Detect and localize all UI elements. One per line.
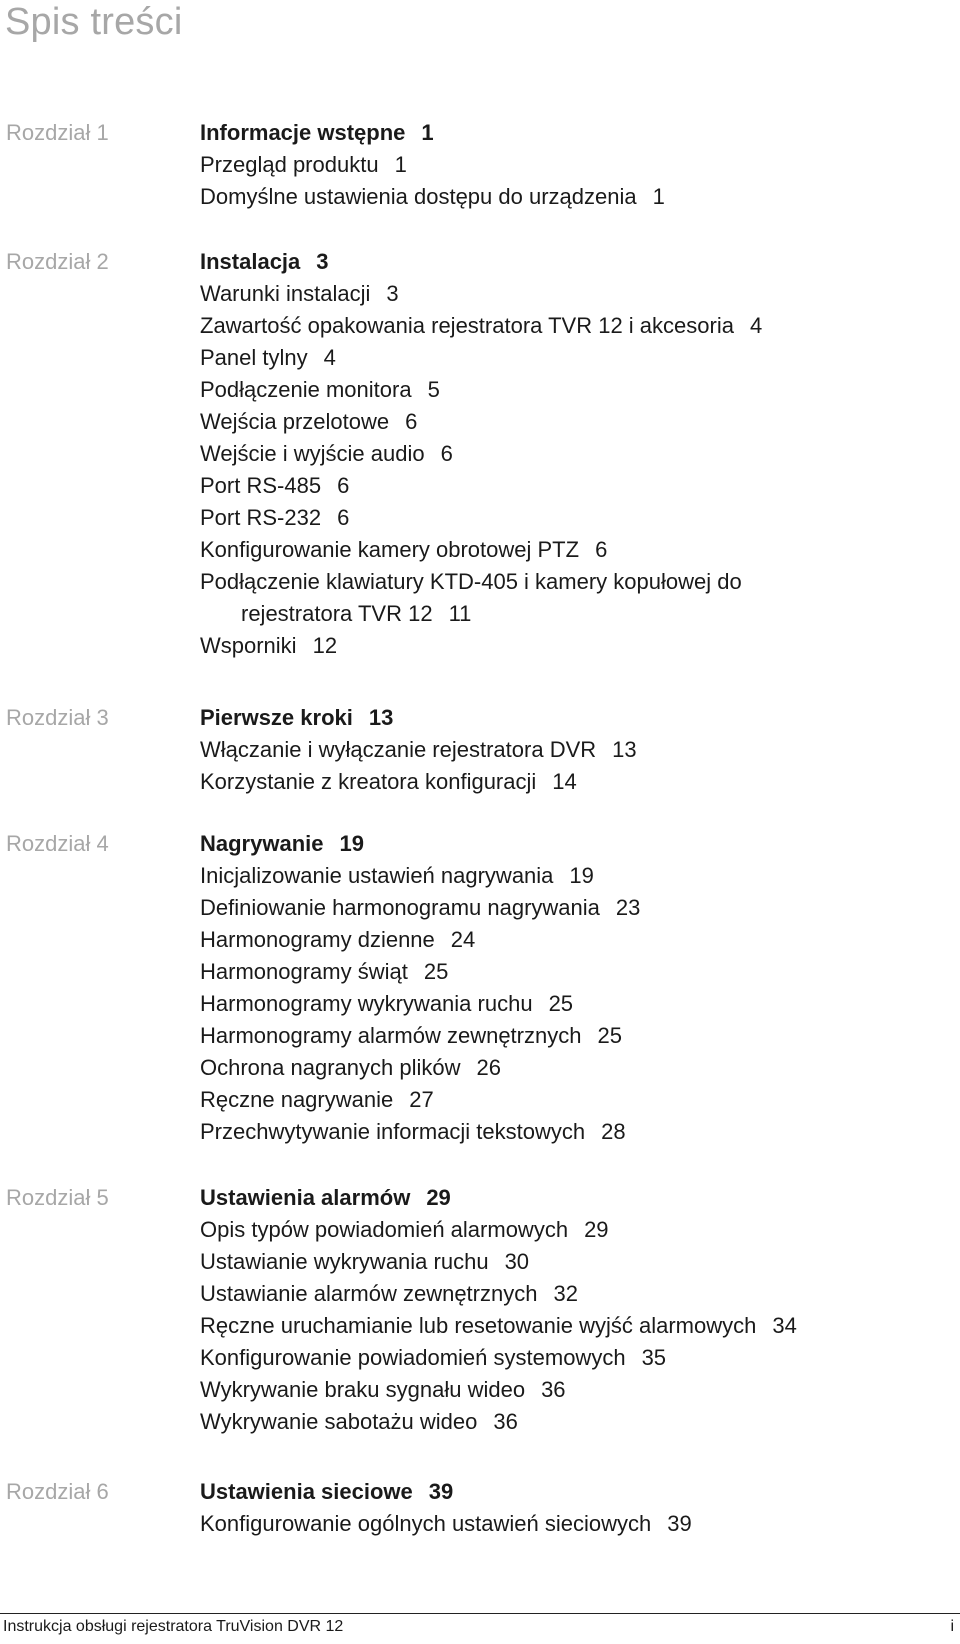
toc-heading-informacje-wstepne[interactable]: Informacje wstępne 1	[200, 120, 434, 145]
toc-heading-ustawienia-sieciowe[interactable]: Ustawienia sieciowe 39	[200, 1479, 454, 1504]
toc-entry[interactable]: Panel tylny 4	[200, 345, 336, 370]
chapter-label-5: Rozdział 5	[6, 1185, 109, 1210]
toc-heading-ustawienia-alarmow[interactable]: Ustawienia alarmów 29	[200, 1185, 451, 1210]
toc-entry[interactable]: Ręczne nagrywanie 27	[200, 1087, 434, 1112]
toc-entry[interactable]: Inicjalizowanie ustawień nagrywania 19	[200, 863, 594, 888]
footer-divider	[0, 1613, 960, 1614]
toc-heading-pierwsze-kroki[interactable]: Pierwsze kroki 13	[200, 705, 394, 730]
toc-entry[interactable]: Ochrona nagranych plików 26	[200, 1055, 501, 1080]
chapter-label-4: Rozdział 4	[6, 831, 109, 856]
toc-entry[interactable]: Korzystanie z kreatora konfiguracji 14	[200, 769, 577, 794]
toc-entry[interactable]: Port RS-232 6	[200, 505, 350, 530]
toc-entry[interactable]: Konfigurowanie ogólnych ustawień sieciowych 39	[200, 1511, 692, 1536]
toc-heading-nagrywanie[interactable]: Nagrywanie 19	[200, 831, 364, 856]
toc-entry-continuation[interactable]: rejestratora TVR 12 11	[241, 601, 472, 626]
chapter-label-1: Rozdział 1	[6, 120, 109, 145]
toc-entry[interactable]: Zawartość opakowania rejestratora TVR 12 i akcesoria 4	[200, 313, 763, 338]
toc-entry[interactable]: Konfigurowanie kamery obrotowej PTZ 6	[200, 537, 608, 562]
toc-entry[interactable]: Harmonogramy alarmów zewnętrznych 25	[200, 1023, 622, 1048]
chapter-label-3: Rozdział 3	[6, 705, 109, 730]
footer-document-title: Instrukcja obsługi rejestratora TruVision DVR 12	[3, 1618, 344, 1635]
toc-entry[interactable]: Przegląd produktu 1	[200, 152, 407, 177]
toc-entry[interactable]: Wejście i wyjście audio 6	[200, 441, 453, 466]
toc-entry[interactable]: Konfigurowanie powiadomień systemowych 35	[200, 1345, 667, 1370]
toc-heading-instalacja[interactable]: Instalacja 3	[200, 249, 329, 274]
toc-entry[interactable]: Harmonogramy świąt 25	[200, 959, 449, 984]
toc-entry[interactable]: Ustawianie alarmów zewnętrznych 32	[200, 1281, 578, 1306]
toc-entry[interactable]: Przechwytywanie informacji tekstowych 28	[200, 1119, 626, 1144]
toc-entry[interactable]: Podłączenie monitora 5	[200, 377, 440, 402]
toc-entry[interactable]: Wejścia przelotowe 6	[200, 409, 418, 434]
chapter-label-6: Rozdział 6	[6, 1479, 109, 1504]
toc-entry[interactable]: Harmonogramy dzienne 24	[200, 927, 476, 952]
toc-entry[interactable]: Wykrywanie sabotażu wideo 36	[200, 1409, 518, 1434]
toc-entry[interactable]: Wykrywanie braku sygnału wideo 36	[200, 1377, 566, 1402]
toc-entry[interactable]: Podłączenie klawiatury KTD-405 i kamery kopułowej do	[200, 569, 742, 594]
page-title: Spis treści	[5, 1, 183, 43]
toc-entry[interactable]: Harmonogramy wykrywania ruchu 25	[200, 991, 574, 1016]
footer-page-number: i	[950, 1618, 954, 1635]
toc-entry[interactable]: Opis typów powiadomień alarmowych 29	[200, 1217, 609, 1242]
toc-entry[interactable]: Port RS-485 6	[200, 473, 350, 498]
toc-entry[interactable]: Ustawianie wykrywania ruchu 30	[200, 1249, 530, 1274]
toc-entry[interactable]: Warunki instalacji 3	[200, 281, 399, 306]
toc-entry[interactable]: Wsporniki 12	[200, 633, 338, 658]
chapter-label-2: Rozdział 2	[6, 249, 109, 274]
toc-entry[interactable]: Definiowanie harmonogramu nagrywania 23	[200, 895, 641, 920]
toc-entry[interactable]: Domyślne ustawienia dostępu do urządzenia 1	[200, 184, 665, 209]
toc-entry[interactable]: Włączanie i wyłączanie rejestratora DVR 13	[200, 737, 637, 762]
toc-entry[interactable]: Ręczne uruchamianie lub resetowanie wyjść alarmowych 34	[200, 1313, 797, 1338]
